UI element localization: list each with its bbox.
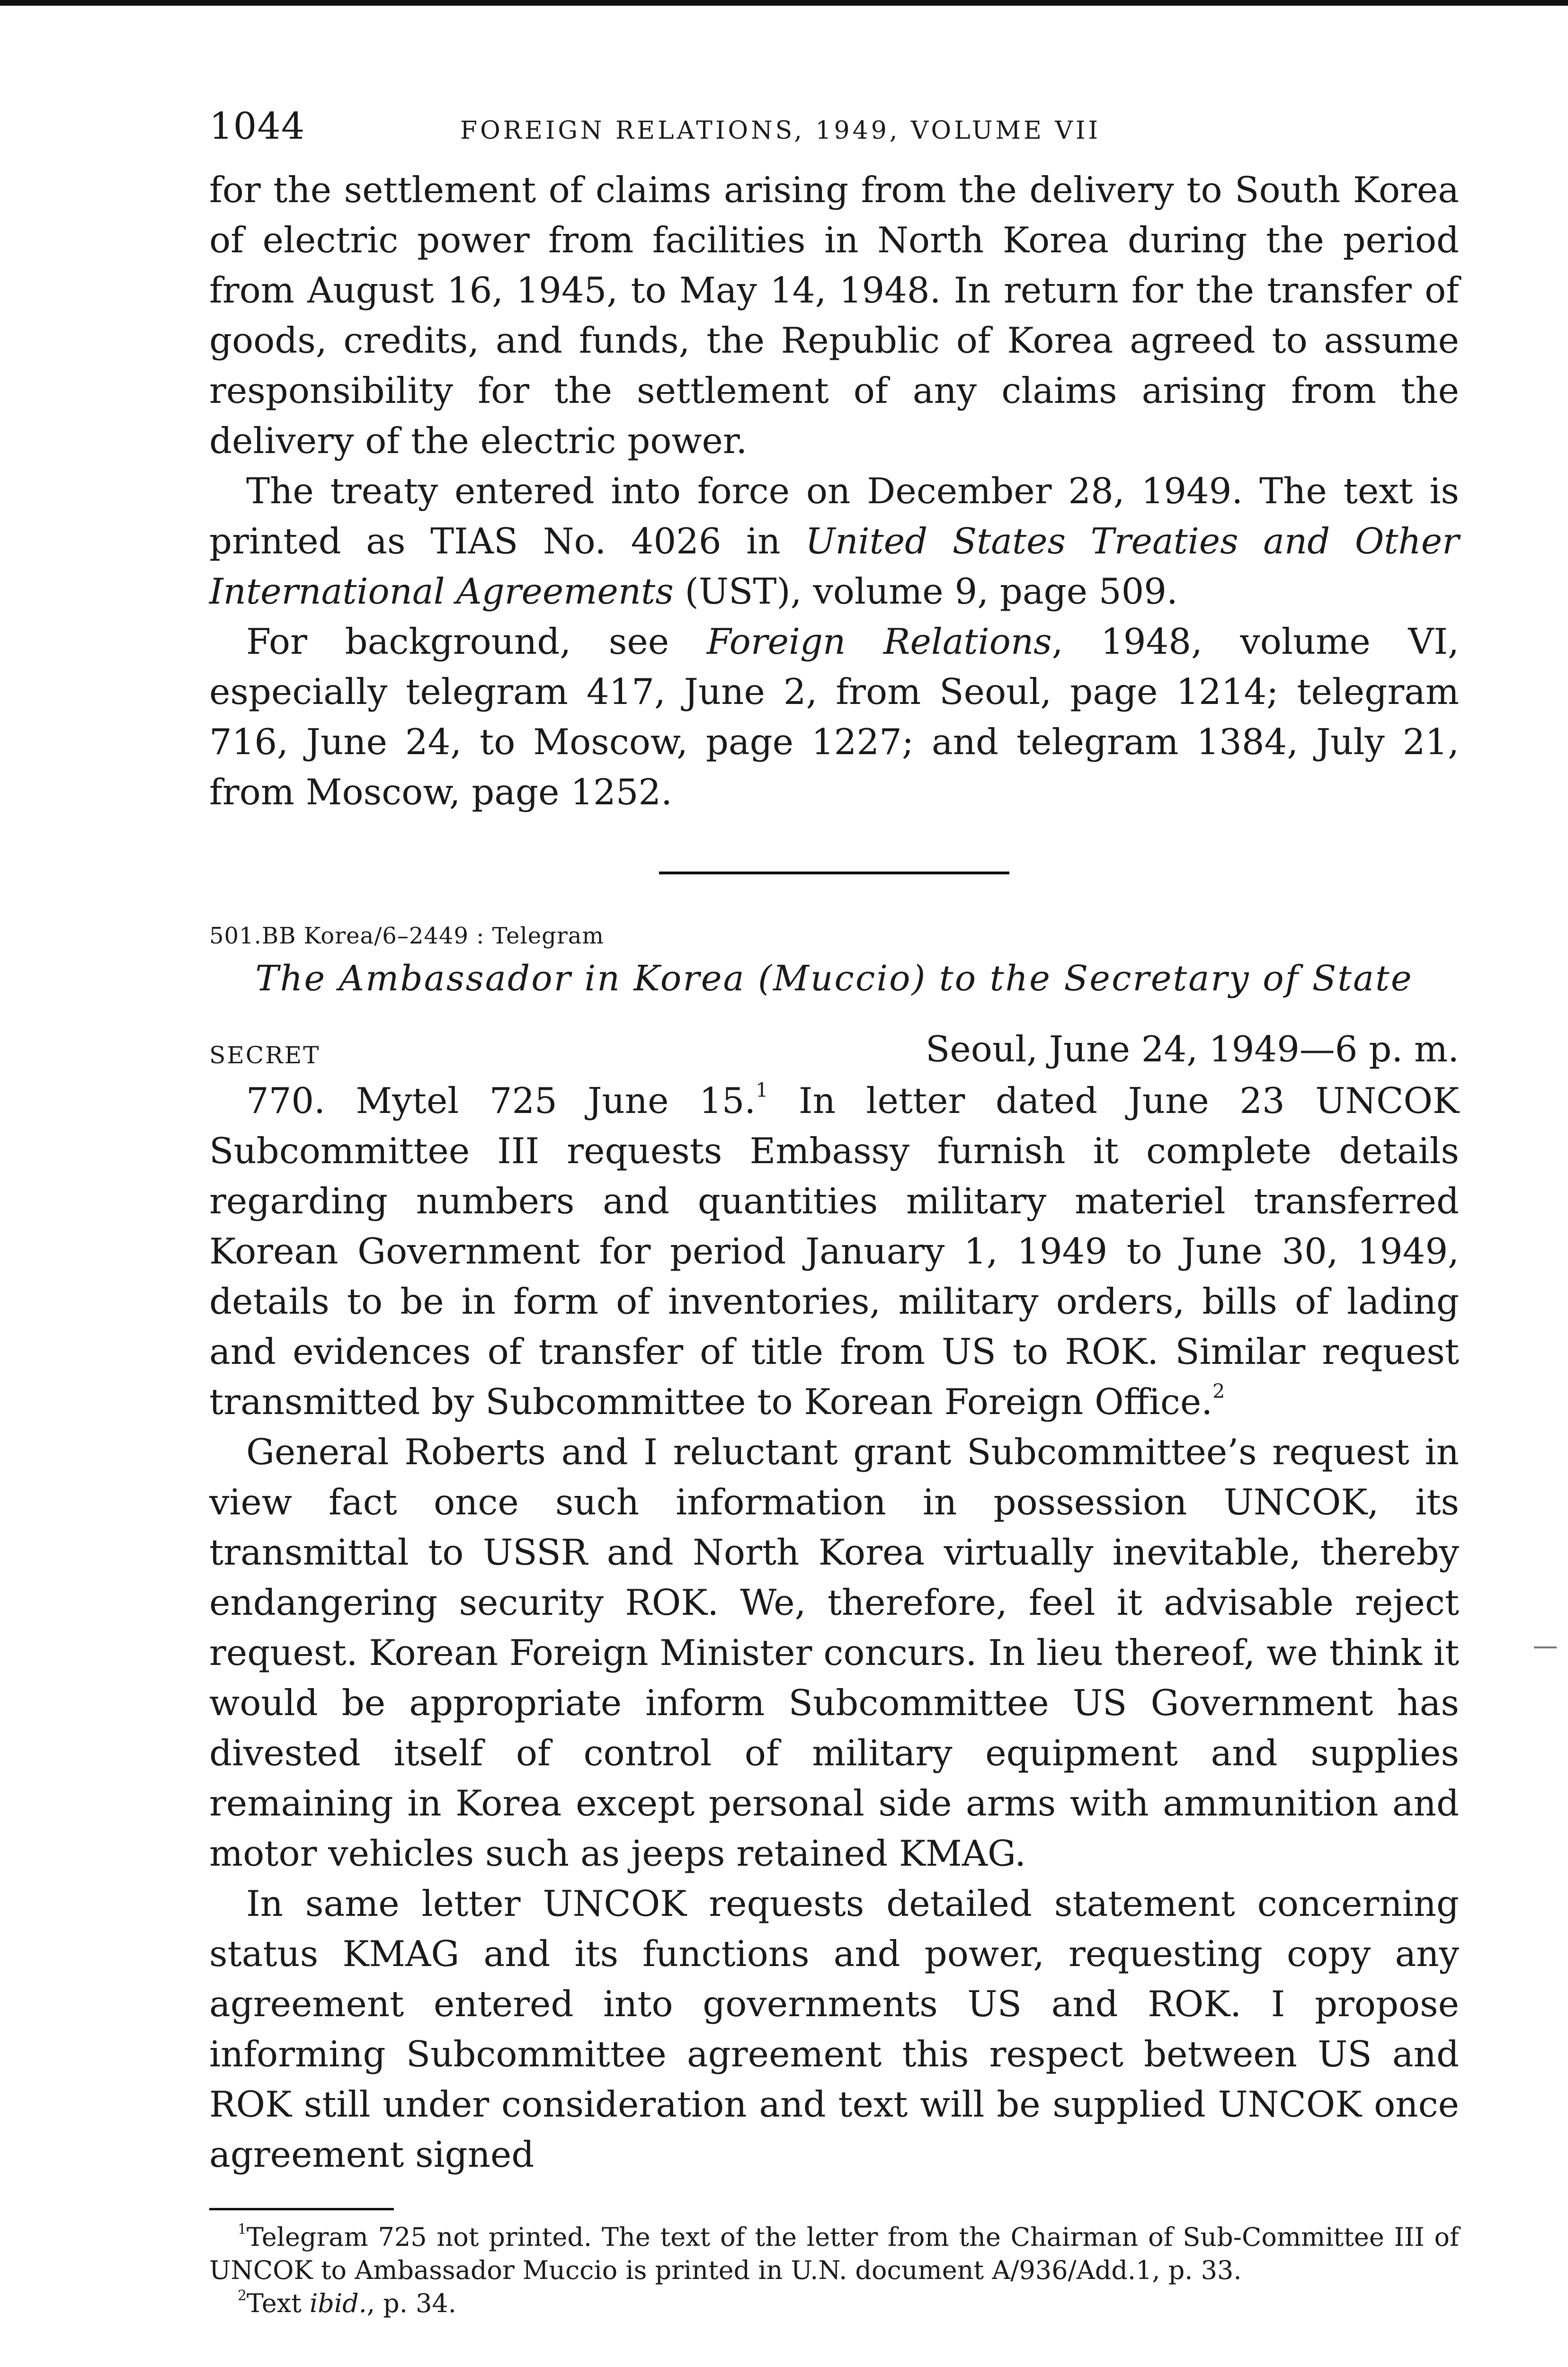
- dateline: Seoul, June 24, 1949—6 p. m.: [926, 1028, 1459, 1070]
- running-title: FOREIGN RELATIONS, 1949, VOLUME VII: [460, 116, 1101, 145]
- intro-paragraph-1: for the settlement of claims arising from the delivery to South Korea of electric power from facilities in North Korea during the period from August 16, 1945, to May 14, 1948. In return for the transfer of goods, credits, and funds, the Republic of Korea agreed to assume responsibility for the settlement of any claims arising from the delivery of the electric power.: [209, 169, 1459, 462]
- running-header: [209, 105, 1459, 165]
- dateline-row: [209, 1023, 1459, 1076]
- page-number: 1044: [209, 105, 305, 148]
- page-top-border: [0, 0, 1568, 6]
- footnote-ref-1: 1: [756, 1078, 768, 1102]
- document-heading: The Ambassador in Korea (Muccio) to the Secretary of State: [255, 958, 1413, 999]
- footnote-ref-2: 2: [1212, 1379, 1225, 1403]
- document-page: [209, 105, 1459, 2320]
- intro-p3-text-b: , 1948, volume VI, especially telegram 417, June 2, from Seoul, page 1214; telegram 716, June 24, to Moscow, page 1227; and telegram 1384, July 21, from Moscow, page 1252.: [209, 621, 1459, 813]
- intro-p2-text-a: The treaty entered into force on December 28, 1949. The text is printed as TIAS No. 4026 in: [209, 470, 1459, 562]
- section-divider: [659, 872, 1009, 874]
- footnote-2-text-a: Text: [246, 2288, 310, 2318]
- intro-p2-italic-title: United States Treaties and Other International Agreements: [209, 520, 1459, 612]
- intro-paragraph-3: [209, 616, 1459, 817]
- intro-p2-text-b: (UST), volume 9, page 509.: [673, 570, 1178, 612]
- footnote-2: [209, 2287, 1459, 2320]
- intro-p3-text-a: For background, see: [246, 621, 707, 662]
- footnote-2-mark: 2: [238, 2287, 247, 2305]
- telegram-p1-text-b: In letter dated June 23 UNCOK Subcommittee III requests Embassy furnish it complete details regarding numbers and quantities military materiel transferred Korean Government for period January 1, 1949 to June 30, 1949, details to be in form of inventories, military orders, bills of lading and evidences of transfer of title from US to ROK. Similar request transmitted by Subcommittee to Korean Foreign Office.: [209, 1080, 1459, 1423]
- telegram-paragraph-1: [209, 1076, 1459, 1427]
- footnote-1: [209, 2221, 1459, 2287]
- telegram-paragraph-3: In same letter UNCOK requests detailed statement concerning status KMAG and its functions and power, requesting copy any agreement entered into governments US and ROK. I propose informing Subcommittee agreement this respect between US and ROK still under consideration and text will be supplied UNCOK once agreement signed: [209, 1883, 1459, 2175]
- footnote-2-italic: ibid.: [310, 2288, 367, 2318]
- document-file-id: 501.BB Korea/6–2449 : Telegram: [209, 923, 604, 949]
- footnote-1-text: Telegram 725 not printed. The text of the letter from the Chairman of Sub-Committee III of UNCOK to Ambassador Muccio is printed in U.N. document A/936/Add.1, p. 33.: [209, 2222, 1459, 2285]
- footnote-1-mark: 1: [238, 2221, 247, 2238]
- margin-mark: [1534, 1646, 1557, 1648]
- footnote-2-text-b: , p. 34.: [366, 2288, 456, 2318]
- telegram-paragraph-2: General Roberts and I reluctant grant Subcommittee’s request in view fact once such information in possession UNCOK, its transmittal to USSR and North Korea virtually inevitable, thereby endangering security ROK. We, therefore, feel it advisable reject request. Korean Foreign Minister concurs. In lieu thereof, we think it would be appropriate inform Subcommittee US Government has divested itself of control of military equipment and supplies remaining in Korea except personal side arms with ammunition and motor vehicles such as jeeps retained KMAG.: [209, 1431, 1459, 1874]
- intro-p3-italic-title: Foreign Relations: [706, 621, 1052, 662]
- classification-label: SECRET: [209, 1041, 321, 1069]
- telegram-p1-text-a: 770. Mytel 725 June 15.: [246, 1080, 756, 1121]
- footnote-divider: [209, 2208, 394, 2210]
- intro-paragraph-2: [209, 466, 1459, 616]
